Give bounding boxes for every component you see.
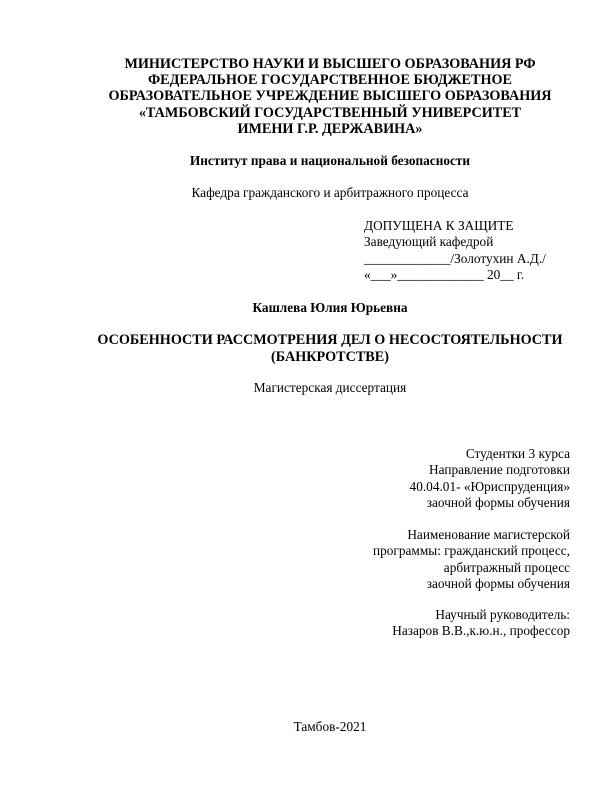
ministry-line: ОБРАЗОВАТЕЛЬНОЕ УЧРЕЖДЕНИЕ ВЫСШЕГО ОБРАЗОВАНИЯ [108,88,552,105]
department-name: Кафедра гражданского и арбитражного процесса [191,185,469,200]
approval-line: «___»_____________ 20__ г. [364,266,525,282]
approval-line: _____________/Золотухин А.Д./ [364,250,546,266]
program-info-line: арбитражный процесс [443,559,570,575]
student-info-line: Направление подготовки [429,462,570,478]
ministry-line: «ТАМБОВСКИЙ ГОСУДАРСТВЕННЫЙ УНИВЕРСИТЕТ [138,104,522,121]
student-info-line: Студентки 3 курса [465,446,570,461]
program-info-line: программы: гражданский процесс, [373,543,570,559]
student-info-line: заочной формы обучения [426,494,570,510]
author-name: Кашлева Юлия Юрьевна [252,300,408,315]
ministry-line: ИМЕНИ Г.Р. ДЕРЖАВИНА» [237,120,423,137]
thesis-title-line: (БАНКРОТСТВЕ) [271,349,389,365]
approval-block [364,218,546,283]
approval-line: ДОПУЩЕНА К ЗАЩИТЕ [364,218,514,233]
supervisor-info-line: Научный руководитель: [435,607,570,622]
supervisor-info [392,607,570,640]
institute-name: Институт права и национальной безопасности [189,153,471,168]
ministry-line: ФЕДЕРАЛЬНОЕ ГОСУДАРСТВЕННОЕ БЮДЖЕТНОЕ [147,72,513,89]
program-info [373,527,570,592]
student-info [410,446,570,511]
thesis-title [60,332,600,366]
approval-line: Заведующий кафедрой [364,234,494,250]
thesis-title-line: ОСОБЕННОСТИ РАССМОТРЕНИЯ ДЕЛ О НЕСОСТОЯТЕЛЬНОСТИ [97,332,563,348]
program-info-line: Наименование магистерской [407,527,570,542]
program-info-line: заочной формы обучения [426,575,570,591]
city-year: Тамбов-2021 [293,719,367,734]
student-info-line: 40.04.01- «Юриспруденция» [409,478,570,494]
ministry-header [80,56,580,137]
work-type: Магистерская диссертация [253,380,407,395]
ministry-line: МИНИСТЕРСТВО НАУКИ И ВЫСШЕГО ОБРАЗОВАНИЯ РФ [124,56,536,72]
supervisor-info-line: Назаров В.В.,к.ю.н., профессор [392,623,570,639]
